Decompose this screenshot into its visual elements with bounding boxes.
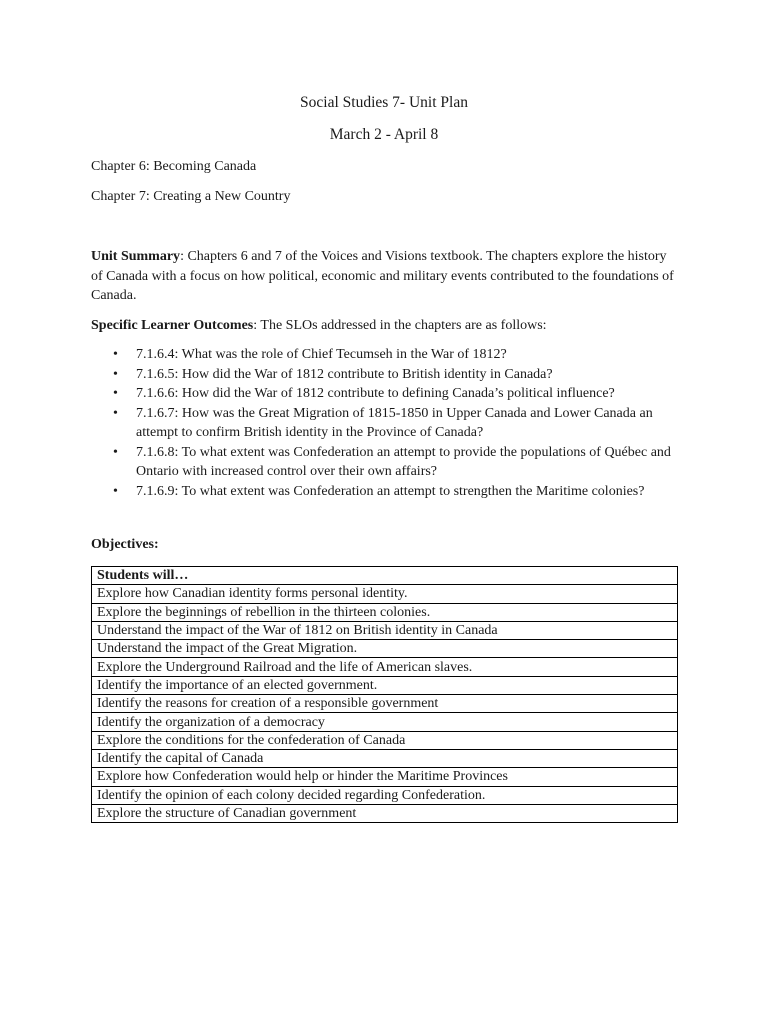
slo-item [91, 365, 681, 385]
unit-summary [91, 247, 681, 306]
table-header-cell: Students will… [92, 567, 678, 585]
table-cell: Identify the organization of a democracy [92, 713, 678, 731]
document-title: Social Studies 7- Unit Plan [300, 94, 468, 111]
chapter-6-line: Chapter 6: Becoming Canada [91, 159, 257, 174]
table-row [92, 804, 678, 822]
slo-item [91, 345, 681, 365]
slo-item-text: 7.1.6.6: How did the War of 1812 contribute to defining Canada’s political influence? [136, 386, 615, 401]
table-row [92, 749, 678, 767]
slo-item [91, 384, 681, 404]
table-row [92, 786, 678, 804]
slo-item-text: 7.1.6.8: To what extent was Confederation an attempt to provide the populations of Québec and Ontario with increased control over their own affairs? [136, 444, 671, 479]
chapter-7-line: Chapter 7: Creating a New Country [91, 189, 291, 204]
objectives-table [91, 566, 678, 823]
table-row [92, 658, 678, 676]
bullet-icon: • [113, 444, 118, 460]
table-row [92, 695, 678, 713]
table-cell: Identify the reasons for creation of a responsible government [92, 695, 678, 713]
table-row [92, 640, 678, 658]
slo-item-text: 7.1.6.9: To what extent was Confederation an attempt to strengthen the Maritime colonies? [136, 483, 645, 499]
table-row [92, 731, 678, 749]
slo-item-text: 7.1.6.4: What was the role of Chief Tecumseh in the War of 1812? [136, 347, 507, 362]
slo-item [91, 482, 681, 502]
slo-item-text: 7.1.6.5: How did the War of 1812 contribute to British identity in Canada? [136, 366, 553, 382]
table-cell: Identify the opinion of each colony decided regarding Confederation. [92, 786, 678, 804]
table-row [92, 713, 678, 731]
slo-item [91, 443, 681, 482]
slo-label: Specific Learner Outcomes [91, 318, 254, 333]
table-row [92, 676, 678, 694]
bullet-icon: • [113, 386, 118, 401]
bullet-icon: • [113, 483, 118, 499]
table-cell: Understand the impact of the Great Migration. [92, 640, 678, 658]
table-row [92, 603, 678, 621]
table-cell: Explore the beginnings of rebellion in the thirteen colonies. [92, 603, 678, 621]
table-cell: Explore how Canadian identity forms personal identity. [92, 585, 678, 603]
table-row [92, 621, 678, 639]
table-row [92, 585, 678, 603]
unit-summary-label: Unit Summary [91, 249, 181, 264]
slo-intro-text: : The SLOs addressed in the chapters are as follows: [253, 318, 547, 333]
slo-item-text: 7.1.6.7: How was the Great Migration of 1815-1850 in Upper Canada and Lower Canada an attempt to confirm British identity in the Province of Canada? [136, 405, 653, 440]
slo-list [91, 345, 681, 501]
bullet-icon: • [113, 366, 118, 382]
slo-intro [91, 316, 681, 336]
table-cell: Explore the structure of Canadian government [92, 804, 678, 822]
bullet-icon: • [113, 347, 118, 362]
slo-item [91, 404, 681, 443]
table-header-row [92, 567, 678, 585]
unit-summary-text: : Chapters 6 and 7 of the Voices and Visions textbook. The chapters explore the history of Canada with a focus on how political, economic and military events contributed to the foundations of Canada. [91, 249, 674, 303]
bullet-icon: • [113, 405, 118, 421]
document-dates: March 2 - April 8 [329, 126, 439, 143]
table-cell: Identify the capital of Canada [92, 749, 678, 767]
objectives-heading: Objectives: [91, 537, 159, 552]
table-cell: Explore how Confederation would help or hinder the Maritime Provinces [92, 768, 678, 786]
table-cell: Explore the Underground Railroad and the life of American slaves. [92, 658, 678, 676]
table-row [92, 768, 678, 786]
table-cell: Explore the conditions for the confederation of Canada [92, 731, 678, 749]
table-cell: Identify the importance of an elected government. [92, 676, 678, 694]
table-cell: Understand the impact of the War of 1812 on British identity in Canada [92, 621, 678, 639]
